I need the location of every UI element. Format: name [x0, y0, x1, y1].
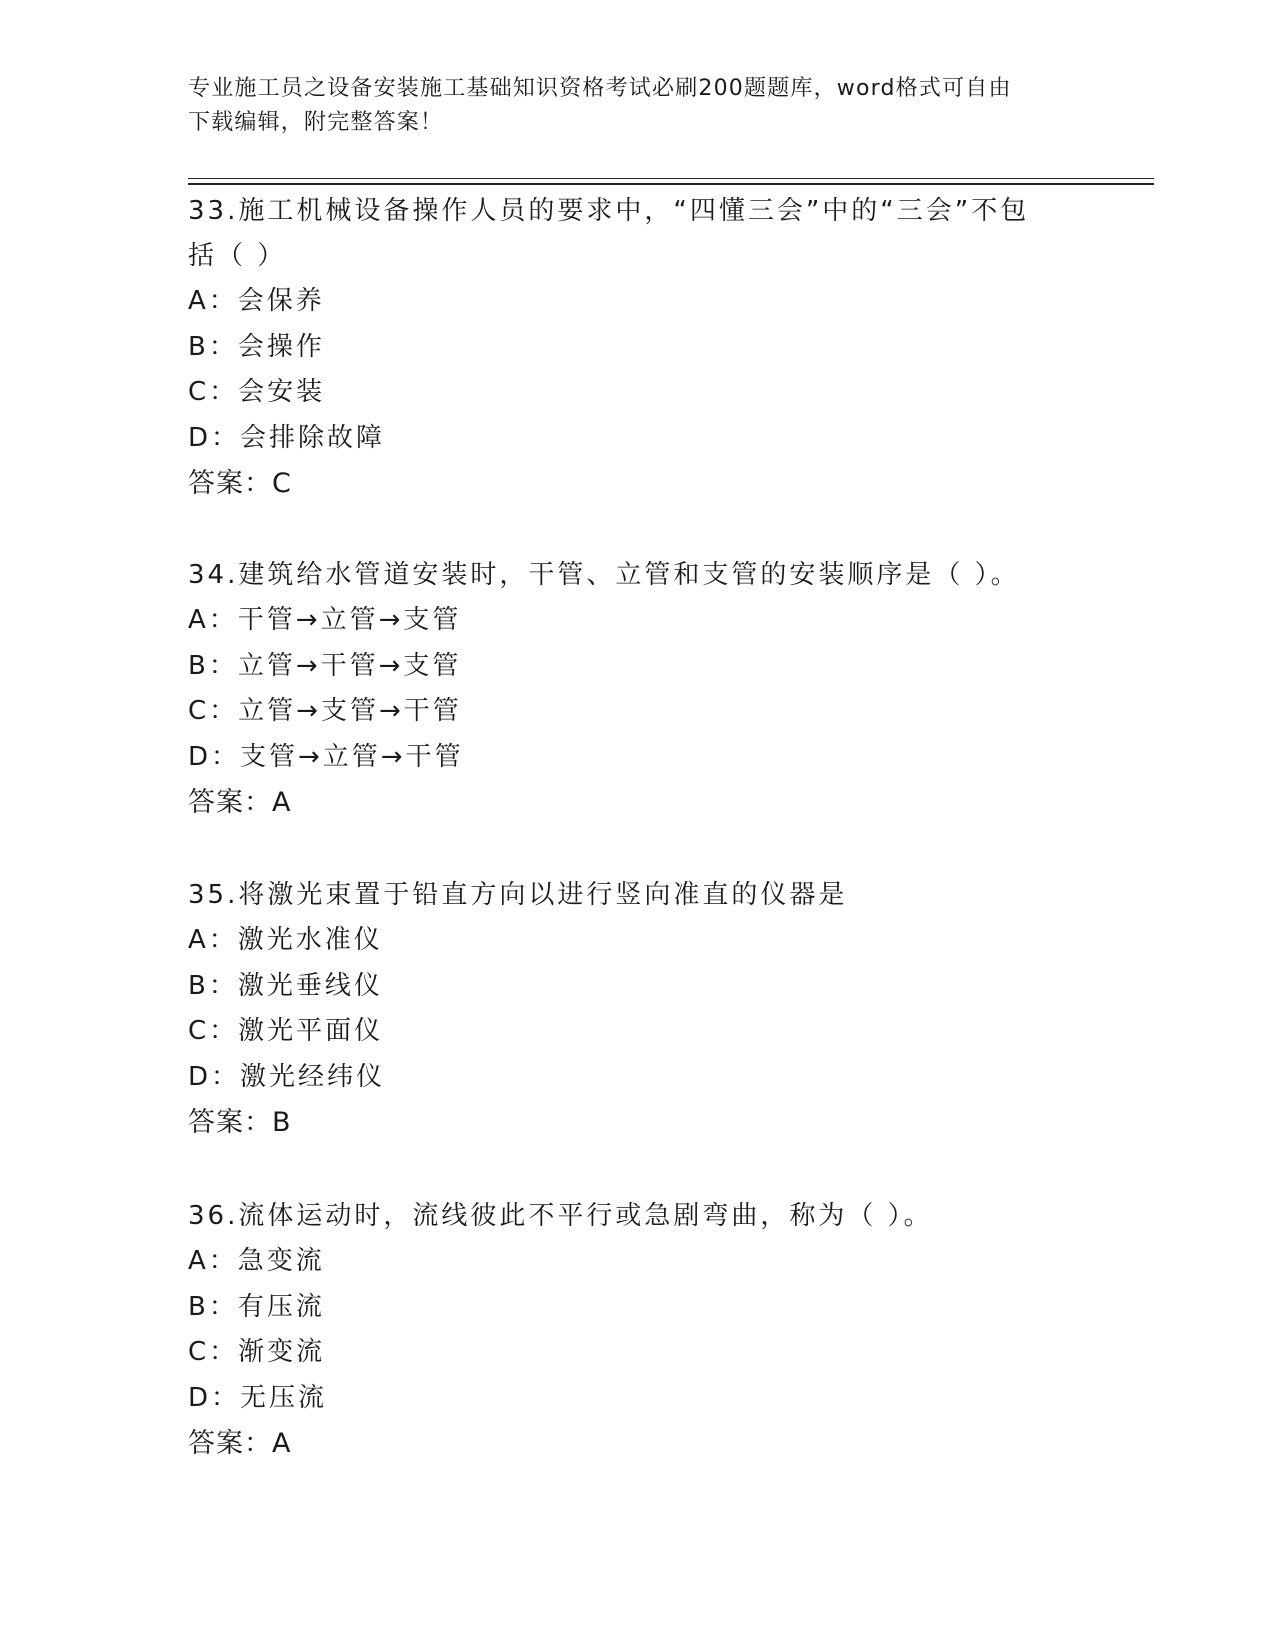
option-d: D：激光经纬仪: [188, 1061, 386, 1092]
option-c: C：立管→支管→干管: [188, 696, 462, 726]
question-36: [188, 1194, 1088, 1466]
option-a: A：干管→立管→支管: [188, 605, 462, 635]
question-stem-line-2: 括（ ）: [188, 241, 287, 271]
question-34: [188, 553, 1088, 825]
option-b: B：会操作: [188, 331, 325, 362]
question-stem-line-1: 36.流体运动时，流线彼此不平行或急剧弯曲，称为（ ）。: [188, 1201, 933, 1231]
answer: 答案：A: [188, 787, 292, 818]
question-33: [188, 189, 1088, 506]
header-line-1: 专业施工员之设备安装施工基础知识资格考试必刷200题题库，word格式可自由: [188, 76, 1012, 101]
option-a: A：激光水准仪: [188, 925, 383, 955]
question-35: [188, 873, 1088, 1145]
answer: 答案：A: [188, 1428, 292, 1459]
question-stem-line-1: 33.施工机械设备操作人员的要求中，“四懂三会”中的“三会”不包: [188, 196, 1030, 226]
header-line-2: 下载编辑，附完整答案！: [188, 110, 444, 135]
answer: 答案：B: [188, 1107, 292, 1138]
option-b: B：有压流: [188, 1291, 325, 1322]
option-a: A：急变流: [188, 1246, 325, 1276]
option-d: D：会排除故障: [188, 422, 386, 453]
document-header: [188, 72, 1068, 140]
option-c: C：激光平面仪: [188, 1016, 384, 1046]
option-b: B：激光垂线仪: [188, 970, 383, 1001]
option-d: D：支管→立管→干管: [188, 741, 464, 772]
option-a: A：会保养: [188, 286, 325, 316]
header-divider-bottom: [188, 183, 1154, 185]
option-d: D：无压流: [188, 1382, 328, 1413]
question-stem-line-1: 35.将激光束置于铅直方向以进行竖向准直的仪器是: [188, 880, 848, 910]
answer: 答案：C: [188, 468, 292, 499]
option-b: B：立管→干管→支管: [188, 650, 462, 681]
option-c: C：渐变流: [188, 1337, 326, 1367]
option-c: C：会安装: [188, 377, 326, 407]
header-divider-top: [188, 178, 1154, 179]
question-stem-line-1: 34.建筑给水管道安装时，干管、立管和支管的安装顺序是（ ）。: [188, 560, 1020, 590]
